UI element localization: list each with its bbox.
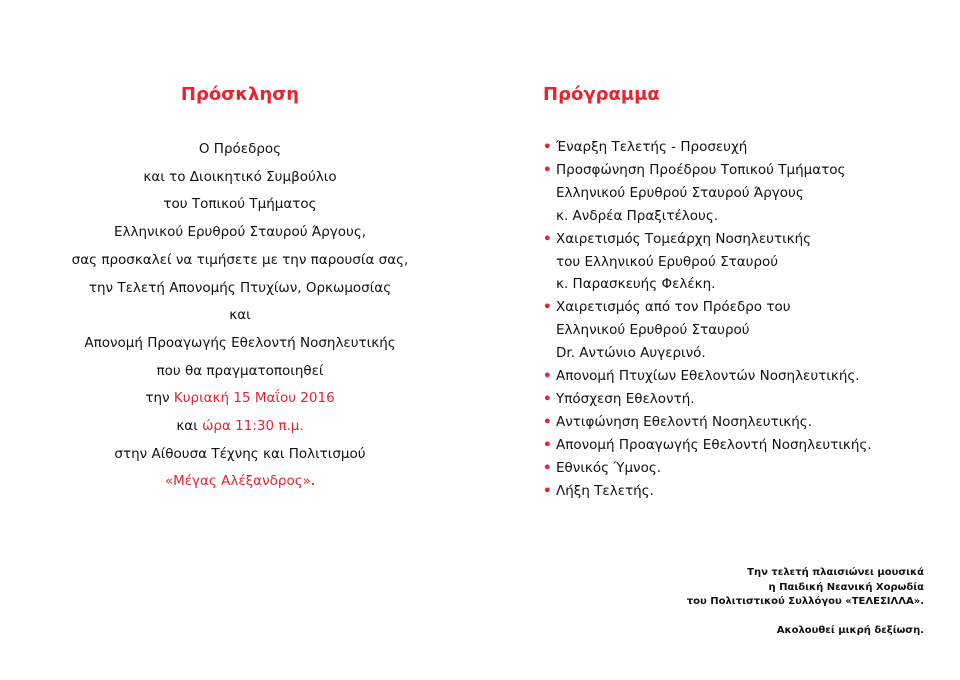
bullet-icon: • [543, 368, 552, 385]
bullet-icon: • [543, 482, 552, 499]
event-time: ώρα 11:30 π.μ. [202, 418, 304, 435]
programme-item [543, 136, 943, 159]
bullet-icon: • [543, 139, 552, 155]
venue-name-line [30, 468, 450, 496]
programme-item-line [543, 434, 943, 457]
programme-item-line [543, 365, 943, 388]
invitation-body [30, 136, 450, 496]
programme-item [543, 434, 943, 457]
venue-line: στην Αίθουσα Τέχνης και Πολιτισμού [114, 445, 366, 462]
programme-item-text: Dr. Αντώνιο Αυγερινό. [556, 345, 706, 362]
footer-line: του Πολιτιστικού Συλλόγου «ΤΕΛΕΣΙΛΛΑ». [686, 596, 924, 607]
invitation-line: Ελληνικού Ερυθρού Σταυρού Άργους, [113, 224, 367, 241]
programme-item-continuation [543, 205, 943, 228]
invitation-line: την Τελετή Απονομής Πτυχίων, Ορκωμοσίας [88, 279, 392, 296]
programme-item-text: κ. Παρασκευής Φελέκη. [556, 276, 716, 293]
programme-item [543, 457, 943, 480]
programme-item-line [543, 159, 943, 182]
programme-item-text: Εθνικός Ύμνος. [556, 459, 662, 476]
invitation-line: και το Διοικητικό Συμβούλιο [143, 168, 337, 185]
programme-item-continuation [543, 251, 943, 274]
programme-item [543, 365, 943, 388]
programme-item-text: Λήξη Τελετής. [556, 482, 654, 499]
invitation-line: Απονομή Προαγωγής Εθελοντή Νοσηλευτικής [84, 334, 396, 351]
venue-name: «Μέγας Αλέξανδρος» [164, 473, 311, 490]
programme-item-text: Έναρξη Τελετής - Προσευχή [556, 139, 748, 155]
invitation-title: Πρόσκληση [180, 84, 300, 105]
bullet-icon: • [543, 390, 552, 407]
footer-line: Την τελετή πλαισιώνει μουσικά [747, 567, 924, 578]
invitation-line: του Τοπικού Τμήματος [163, 196, 317, 213]
programme-item-text: Χαιρετισμός από τον Πρόεδρο του [556, 299, 791, 316]
reception-note: Ακολουθεί μικρή δεξίωση. [776, 624, 924, 636]
programme-item [543, 159, 943, 228]
footer-gap [687, 610, 924, 624]
programme-item-line [543, 228, 943, 251]
programme-item-continuation [543, 273, 943, 296]
programme-item-text: του Ελληνικού Ερυθρού Σταυρού [556, 253, 779, 270]
programme-item-line [543, 388, 943, 411]
bullet-icon: • [543, 436, 552, 453]
programme-item-continuation [543, 182, 943, 205]
invitation-line: σας προσκαλεί να τιμήσετε με την παρουσία σας, [71, 251, 409, 268]
event-date: Κυριακή 15 Μαΐου 2016 [173, 390, 335, 407]
programme-list [543, 136, 943, 503]
bullet-icon: • [543, 161, 552, 178]
programme-item-text: Ελληνικού Ερυθρού Σταυρού [556, 322, 750, 339]
footer-note [687, 566, 924, 638]
footer-line: η Παιδική Νεανική Χορωδία [768, 581, 924, 593]
invitation-line: που θα πραγματοποιηθεί [156, 362, 324, 379]
programme-item-text: Ελληνικού Ερυθρού Σταυρού Άργους [556, 184, 804, 201]
programme-item-continuation [543, 319, 943, 342]
programme-section [543, 80, 943, 503]
programme-item-text: Απονομή Πτυχίων Εθελοντών Νοσηλευτικής. [556, 368, 860, 385]
programme-item [543, 228, 943, 297]
programme-item-continuation [543, 342, 943, 365]
programme-item [543, 411, 943, 434]
programme-item [543, 296, 943, 365]
programme-title: Πρόγραμμα [543, 84, 660, 105]
event-date-line [30, 385, 450, 413]
programme-item [543, 480, 943, 503]
programme-item-line [543, 411, 943, 434]
time-prefix: και [176, 418, 198, 435]
programme-item [543, 388, 943, 411]
venue-period: . [310, 473, 316, 490]
programme-item-text: Χαιρετισμός Τομεάρχη Νοσηλευτικής [556, 230, 812, 247]
event-time-line [30, 413, 450, 441]
date-prefix: την [145, 390, 170, 407]
bullet-icon: • [543, 413, 552, 430]
programme-item-line [543, 480, 943, 503]
programme-item-line [543, 457, 943, 480]
bullet-icon: • [543, 299, 552, 316]
programme-item-text: κ. Ανδρέα Πραξιτέλους. [556, 207, 719, 224]
programme-item-text: Αντιφώνηση Εθελοντή Νοσηλευτικής. [556, 413, 813, 430]
programme-item-line [543, 296, 943, 319]
programme-item-text: Προσφώνηση Προέδρου Τοπικού Τμήματος [556, 161, 846, 178]
programme-item-line [543, 136, 943, 159]
invitation-section [30, 80, 450, 496]
programme-item-text: Απονομή Προαγωγής Εθελοντή Νοσηλευτικής. [556, 436, 872, 453]
bullet-icon: • [543, 459, 552, 476]
invitation-line: Ο Πρόεδρος [198, 141, 282, 157]
bullet-icon: • [543, 230, 552, 247]
invitation-line: και [229, 307, 251, 324]
programme-item-text: Υπόσχεση Εθελοντή. [556, 390, 695, 407]
